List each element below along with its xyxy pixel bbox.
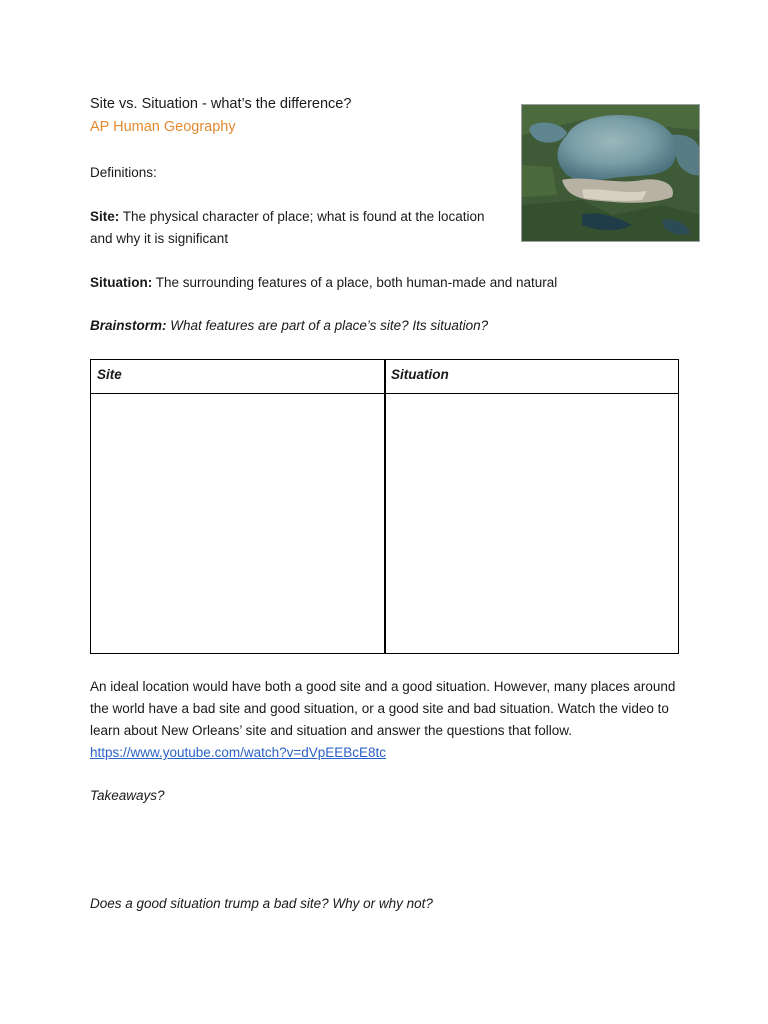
takeaways-prompt: Takeaways?	[90, 788, 165, 803]
site-definition-text: The physical character of place; what is found at the location and why it is significant	[90, 209, 485, 246]
table-header-situation: Situation	[391, 367, 449, 382]
site-situation-table	[90, 359, 679, 654]
situation-definition	[90, 272, 557, 294]
situation-definition-text: The surrounding features of a place, both human-made and natural	[152, 275, 558, 290]
brainstorm-prompt	[90, 315, 488, 337]
satellite-image	[521, 104, 700, 242]
site-term: Site:	[90, 209, 120, 224]
document-title: Site vs. Situation - what’s the difference?	[90, 96, 352, 112]
table-header-divider	[91, 393, 678, 394]
table-column-divider	[384, 360, 386, 653]
definitions-label: Definitions:	[90, 165, 157, 180]
site-definition	[90, 206, 500, 250]
brainstorm-term: Brainstorm:	[90, 318, 167, 333]
brainstorm-text: What features are part of a place’s site? Its situation?	[166, 318, 489, 333]
table-header-site: Site	[97, 367, 122, 382]
video-link[interactable]: https://www.youtube.com/watch?v=dVpEEBcE8tc	[90, 745, 387, 760]
instruction-paragraph: An ideal location would have both a good site and a good situation. However, many places around the world have a bad site and good situation, or a good site and bad situation. Watch the video to learn about New Orleans’ site and situation and answer the questions that follow.	[90, 679, 676, 738]
document-subtitle: AP Human Geography	[90, 119, 236, 135]
question-prompt: Does a good situation trump a bad site? Why or why not?	[90, 896, 433, 911]
situation-term: Situation:	[90, 275, 153, 290]
